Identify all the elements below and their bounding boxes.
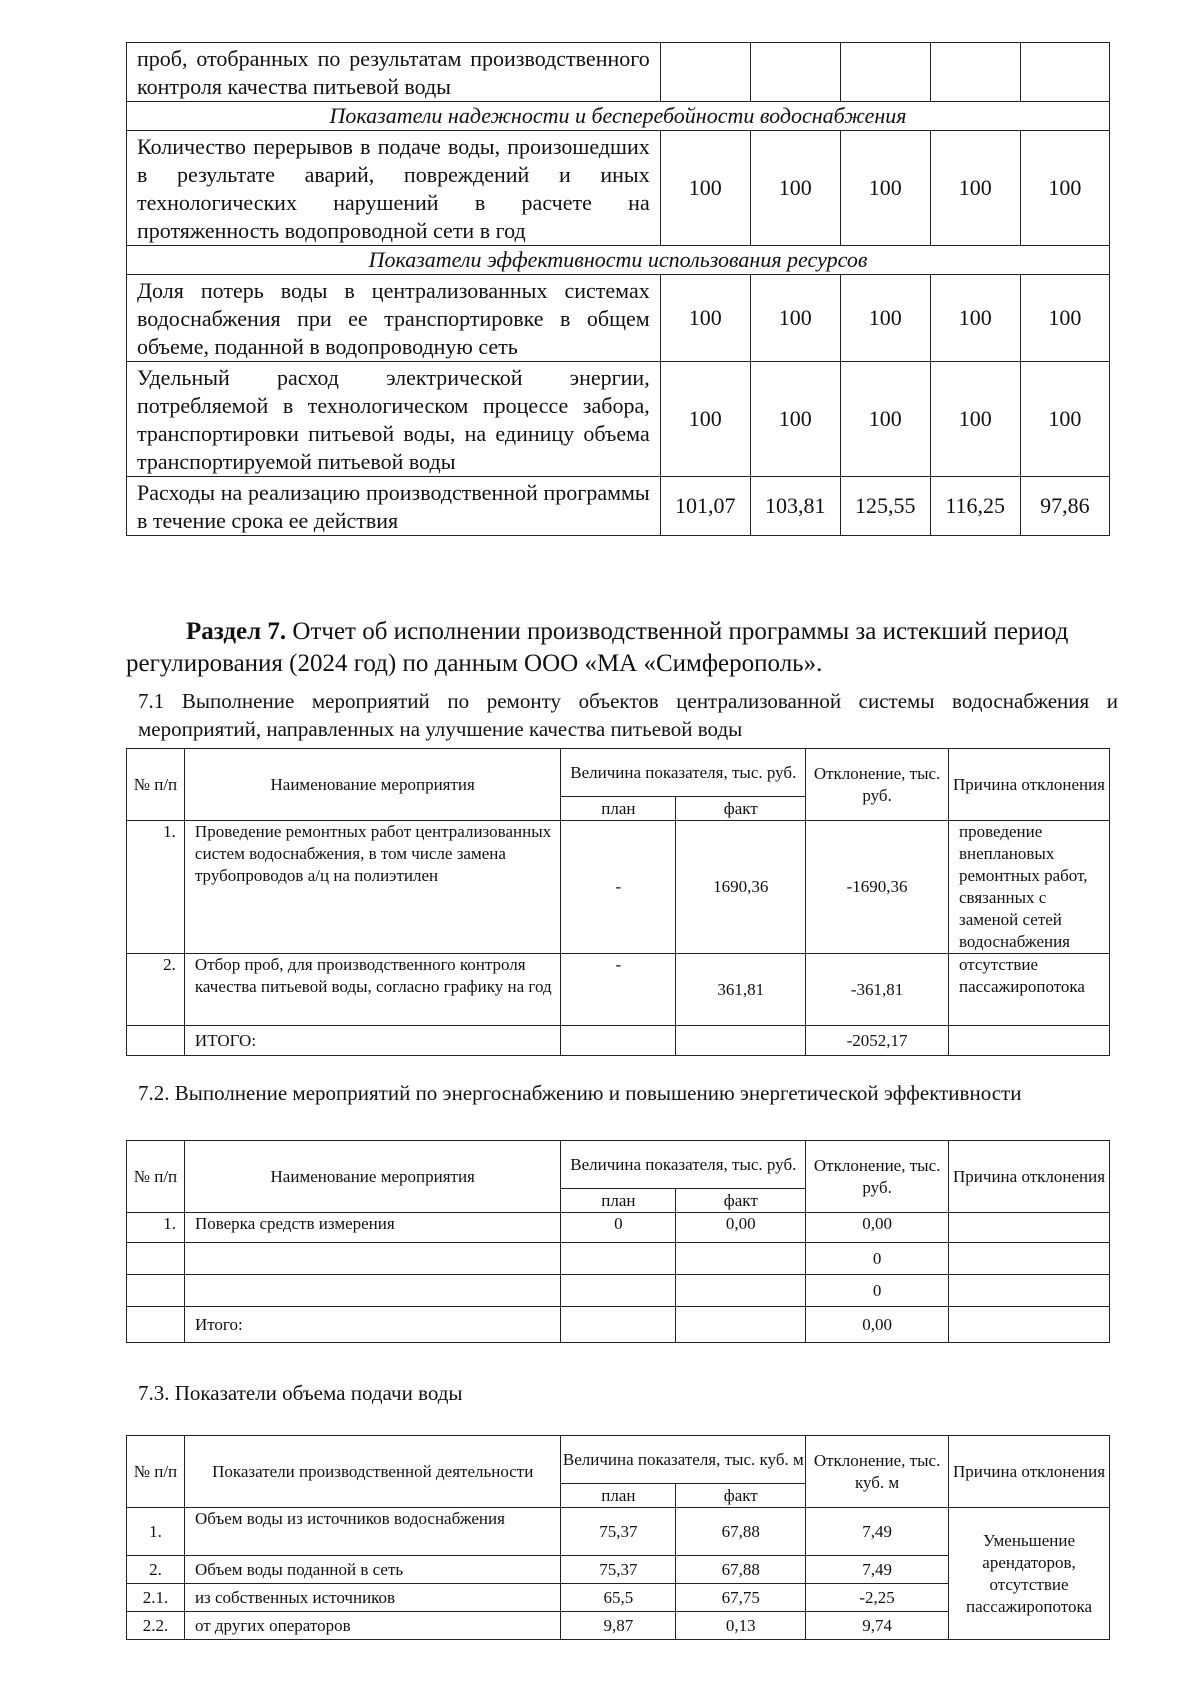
row-deviation: -361,81 [806, 954, 949, 1026]
section-row [127, 246, 1110, 275]
value-cell: 100 [840, 275, 930, 362]
value-cell: 100 [1020, 362, 1109, 477]
energy-table [126, 1140, 1110, 1343]
water-supply-table [126, 1435, 1110, 1640]
col-deviation-header: Отклонение, тыс. куб. м [806, 1436, 949, 1508]
indicators-table [126, 42, 1110, 536]
col-num-header: № п/п [127, 1436, 185, 1508]
col-num-header: № п/п [127, 749, 185, 821]
row-fact [676, 1243, 806, 1275]
row-reason: Уменьшение арендаторов, отсутствие пассажиропотока [949, 1508, 1110, 1640]
row-plan: 9,87 [561, 1612, 676, 1640]
subsection-7-3-title: 7.3. Показатели объема подачи воды [138, 1381, 463, 1405]
col-deviation-header: Отклонение, тыс. руб. [806, 1141, 949, 1213]
value-cell: 100 [840, 131, 930, 246]
table-row [127, 131, 1110, 246]
indicator-name: проб, отобранных по результатам производственного контроля качества питьевой воды [127, 43, 661, 102]
value-cell [840, 43, 930, 102]
col-name-header: Наименование мероприятия [184, 1141, 561, 1213]
col-reason-header: Причина отклонения [949, 749, 1110, 821]
value-cell: 100 [750, 362, 840, 477]
row-fact [676, 1275, 806, 1307]
row-deviation: 7,49 [806, 1508, 949, 1556]
row-name [184, 1243, 561, 1275]
row-name [184, 1275, 561, 1307]
indicator-name: Количество перерывов в подаче воды, произошедших в результате аварий, повреждений и иных технологических нарушений в расчете на протяженность водопроводной сети в год [127, 131, 661, 246]
value-cell [750, 43, 840, 102]
row-name: Отбор проб, для производственного контроля качества питьевой воды, согласно графику на год [184, 954, 561, 1026]
total-row [127, 1026, 1110, 1056]
row-deviation: 9,74 [806, 1612, 949, 1640]
row-deviation: -1690,36 [806, 821, 949, 954]
section-row [127, 102, 1110, 131]
value-cell [930, 43, 1020, 102]
col-num-header: № п/п [127, 1141, 185, 1213]
table-row [127, 954, 1110, 1026]
section-title: Показатели надежности и бесперебойности водоснабжения [127, 102, 1110, 131]
section-text: Отчет об исполнении производственной программы за истекший период регулирования (2024 год) по данным ООО «МА «Симферополь». [126, 618, 1069, 677]
value-cell: 97,86 [1020, 477, 1109, 536]
col-name-header: Наименование мероприятия [184, 749, 561, 821]
col-deviation-header: Отклонение, тыс. руб. [806, 749, 949, 821]
row-plan [561, 1275, 676, 1307]
row-plan: 75,37 [561, 1508, 676, 1556]
col-indicators-header: Показатели производственной деятельности [184, 1436, 561, 1508]
row-num: 2. [127, 954, 185, 1026]
row-fact: 67,88 [676, 1556, 806, 1584]
table-row [127, 1275, 1110, 1307]
repair-table [126, 748, 1110, 1056]
col-plan-header: план [561, 1484, 676, 1508]
row-plan: 0 [561, 1213, 676, 1243]
value-cell: 100 [660, 362, 750, 477]
section-heading [126, 616, 1126, 680]
row-fact: 0,00 [676, 1213, 806, 1243]
value-cell: 100 [750, 131, 840, 246]
row-name: Объем воды из источников водоснабжения [184, 1508, 561, 1556]
row-reason: отсутствие пассажиропотока [949, 954, 1110, 1026]
row-fact: 0,13 [676, 1612, 806, 1640]
col-value-header: Величина показателя, тыс. руб. [561, 749, 806, 797]
value-cell: 100 [660, 131, 750, 246]
col-fact-header: факт [676, 1484, 806, 1508]
row-deviation: 7,49 [806, 1556, 949, 1584]
section-title: Показатели эффективности использования ресурсов [127, 246, 1110, 275]
col-value-header: Величина показателя, тыс. куб. м [561, 1436, 806, 1484]
row-deviation: 0,00 [806, 1213, 949, 1243]
value-cell: 100 [930, 275, 1020, 362]
row-reason: проведение внеплановых ремонтных работ, связанных с заменой сетей водоснабжения [949, 821, 1110, 954]
col-fact-header: факт [676, 1189, 806, 1213]
row-num: 2.2. [127, 1612, 185, 1640]
row-num: 1. [127, 1213, 185, 1243]
row-fact: 67,88 [676, 1508, 806, 1556]
value-cell: 125,55 [840, 477, 930, 536]
row-num: 1. [127, 821, 185, 954]
col-value-header: Величина показателя, тыс. руб. [561, 1141, 806, 1189]
section-label: Раздел 7. [186, 618, 287, 645]
row-reason [949, 1275, 1110, 1307]
table-row [127, 43, 1110, 102]
row-deviation: 0 [806, 1275, 949, 1307]
row-plan: - [561, 954, 676, 1026]
indicator-name: Расходы на реализацию производственной программы в течение срока ее действия [127, 477, 661, 536]
row-plan: 75,37 [561, 1556, 676, 1584]
row-name: Объем воды поданной в сеть [184, 1556, 561, 1584]
value-cell: 100 [1020, 275, 1109, 362]
value-cell: 100 [930, 362, 1020, 477]
table-row [127, 821, 1110, 954]
table-row [127, 362, 1110, 477]
row-name: Проведение ремонтных работ централизованных систем водоснабжения, в том числе замена трубопроводов а/ц на полиэтилен [184, 821, 561, 954]
col-plan-header: план [561, 797, 676, 821]
total-label: ИТОГО: [184, 1026, 561, 1056]
table-row [127, 477, 1110, 536]
row-name: Поверка средств измерения [184, 1213, 561, 1243]
value-cell [660, 43, 750, 102]
row-reason [949, 1213, 1110, 1243]
col-reason-header: Причина отклонения [949, 1141, 1110, 1213]
col-fact-header: факт [676, 797, 806, 821]
row-num: 2.1. [127, 1584, 185, 1612]
table-row [127, 275, 1110, 362]
table-row [127, 1243, 1110, 1275]
value-cell: 116,25 [930, 477, 1020, 536]
row-name: от других операторов [184, 1612, 561, 1640]
row-fact: 361,81 [676, 954, 806, 1026]
value-cell: 101,07 [660, 477, 750, 536]
value-cell: 100 [930, 131, 1020, 246]
row-deviation: 0 [806, 1243, 949, 1275]
subsection-7-1-title: 7.1 Выполнение мероприятий по ремонту объектов централизованной системы водоснабжения и мероприятий, направленных на улучшение качества питьевой воды [138, 689, 1118, 741]
row-reason [949, 1243, 1110, 1275]
row-deviation: -2,25 [806, 1584, 949, 1612]
total-deviation: 0,00 [806, 1307, 949, 1343]
value-cell: 103,81 [750, 477, 840, 536]
table-row [127, 1508, 1110, 1556]
value-cell: 100 [840, 362, 930, 477]
total-label: Итого: [184, 1307, 561, 1343]
value-cell: 100 [660, 275, 750, 362]
value-cell: 100 [750, 275, 840, 362]
row-num [127, 1243, 185, 1275]
value-cell [1020, 43, 1109, 102]
total-deviation: -2052,17 [806, 1026, 949, 1056]
row-num [127, 1275, 185, 1307]
table-row [127, 1213, 1110, 1243]
subsection-7-2-title: 7.2. Выполнение мероприятий по энергоснабжению и повышению энергетической эффективности [138, 1081, 1022, 1105]
indicator-name: Доля потерь воды в централизованных системах водоснабжения при ее транспортировке в общем объеме, поданной в водопроводную сеть [127, 275, 661, 362]
row-fact: 1690,36 [676, 821, 806, 954]
col-reason-header: Причина отклонения [949, 1436, 1110, 1508]
total-row [127, 1307, 1110, 1343]
row-plan: - [561, 821, 676, 954]
row-num: 2. [127, 1556, 185, 1584]
row-plan [561, 1243, 676, 1275]
row-name: из собственных источников [184, 1584, 561, 1612]
indicator-name: Удельный расход электрической энергии, потребляемой в технологическом процессе забора, транспортировки питьевой воды, на единицу объема транспортируемой питьевой воды [127, 362, 661, 477]
col-plan-header: план [561, 1189, 676, 1213]
row-num: 1. [127, 1508, 185, 1556]
row-plan: 65,5 [561, 1584, 676, 1612]
value-cell: 100 [1020, 131, 1109, 246]
row-fact: 67,75 [676, 1584, 806, 1612]
